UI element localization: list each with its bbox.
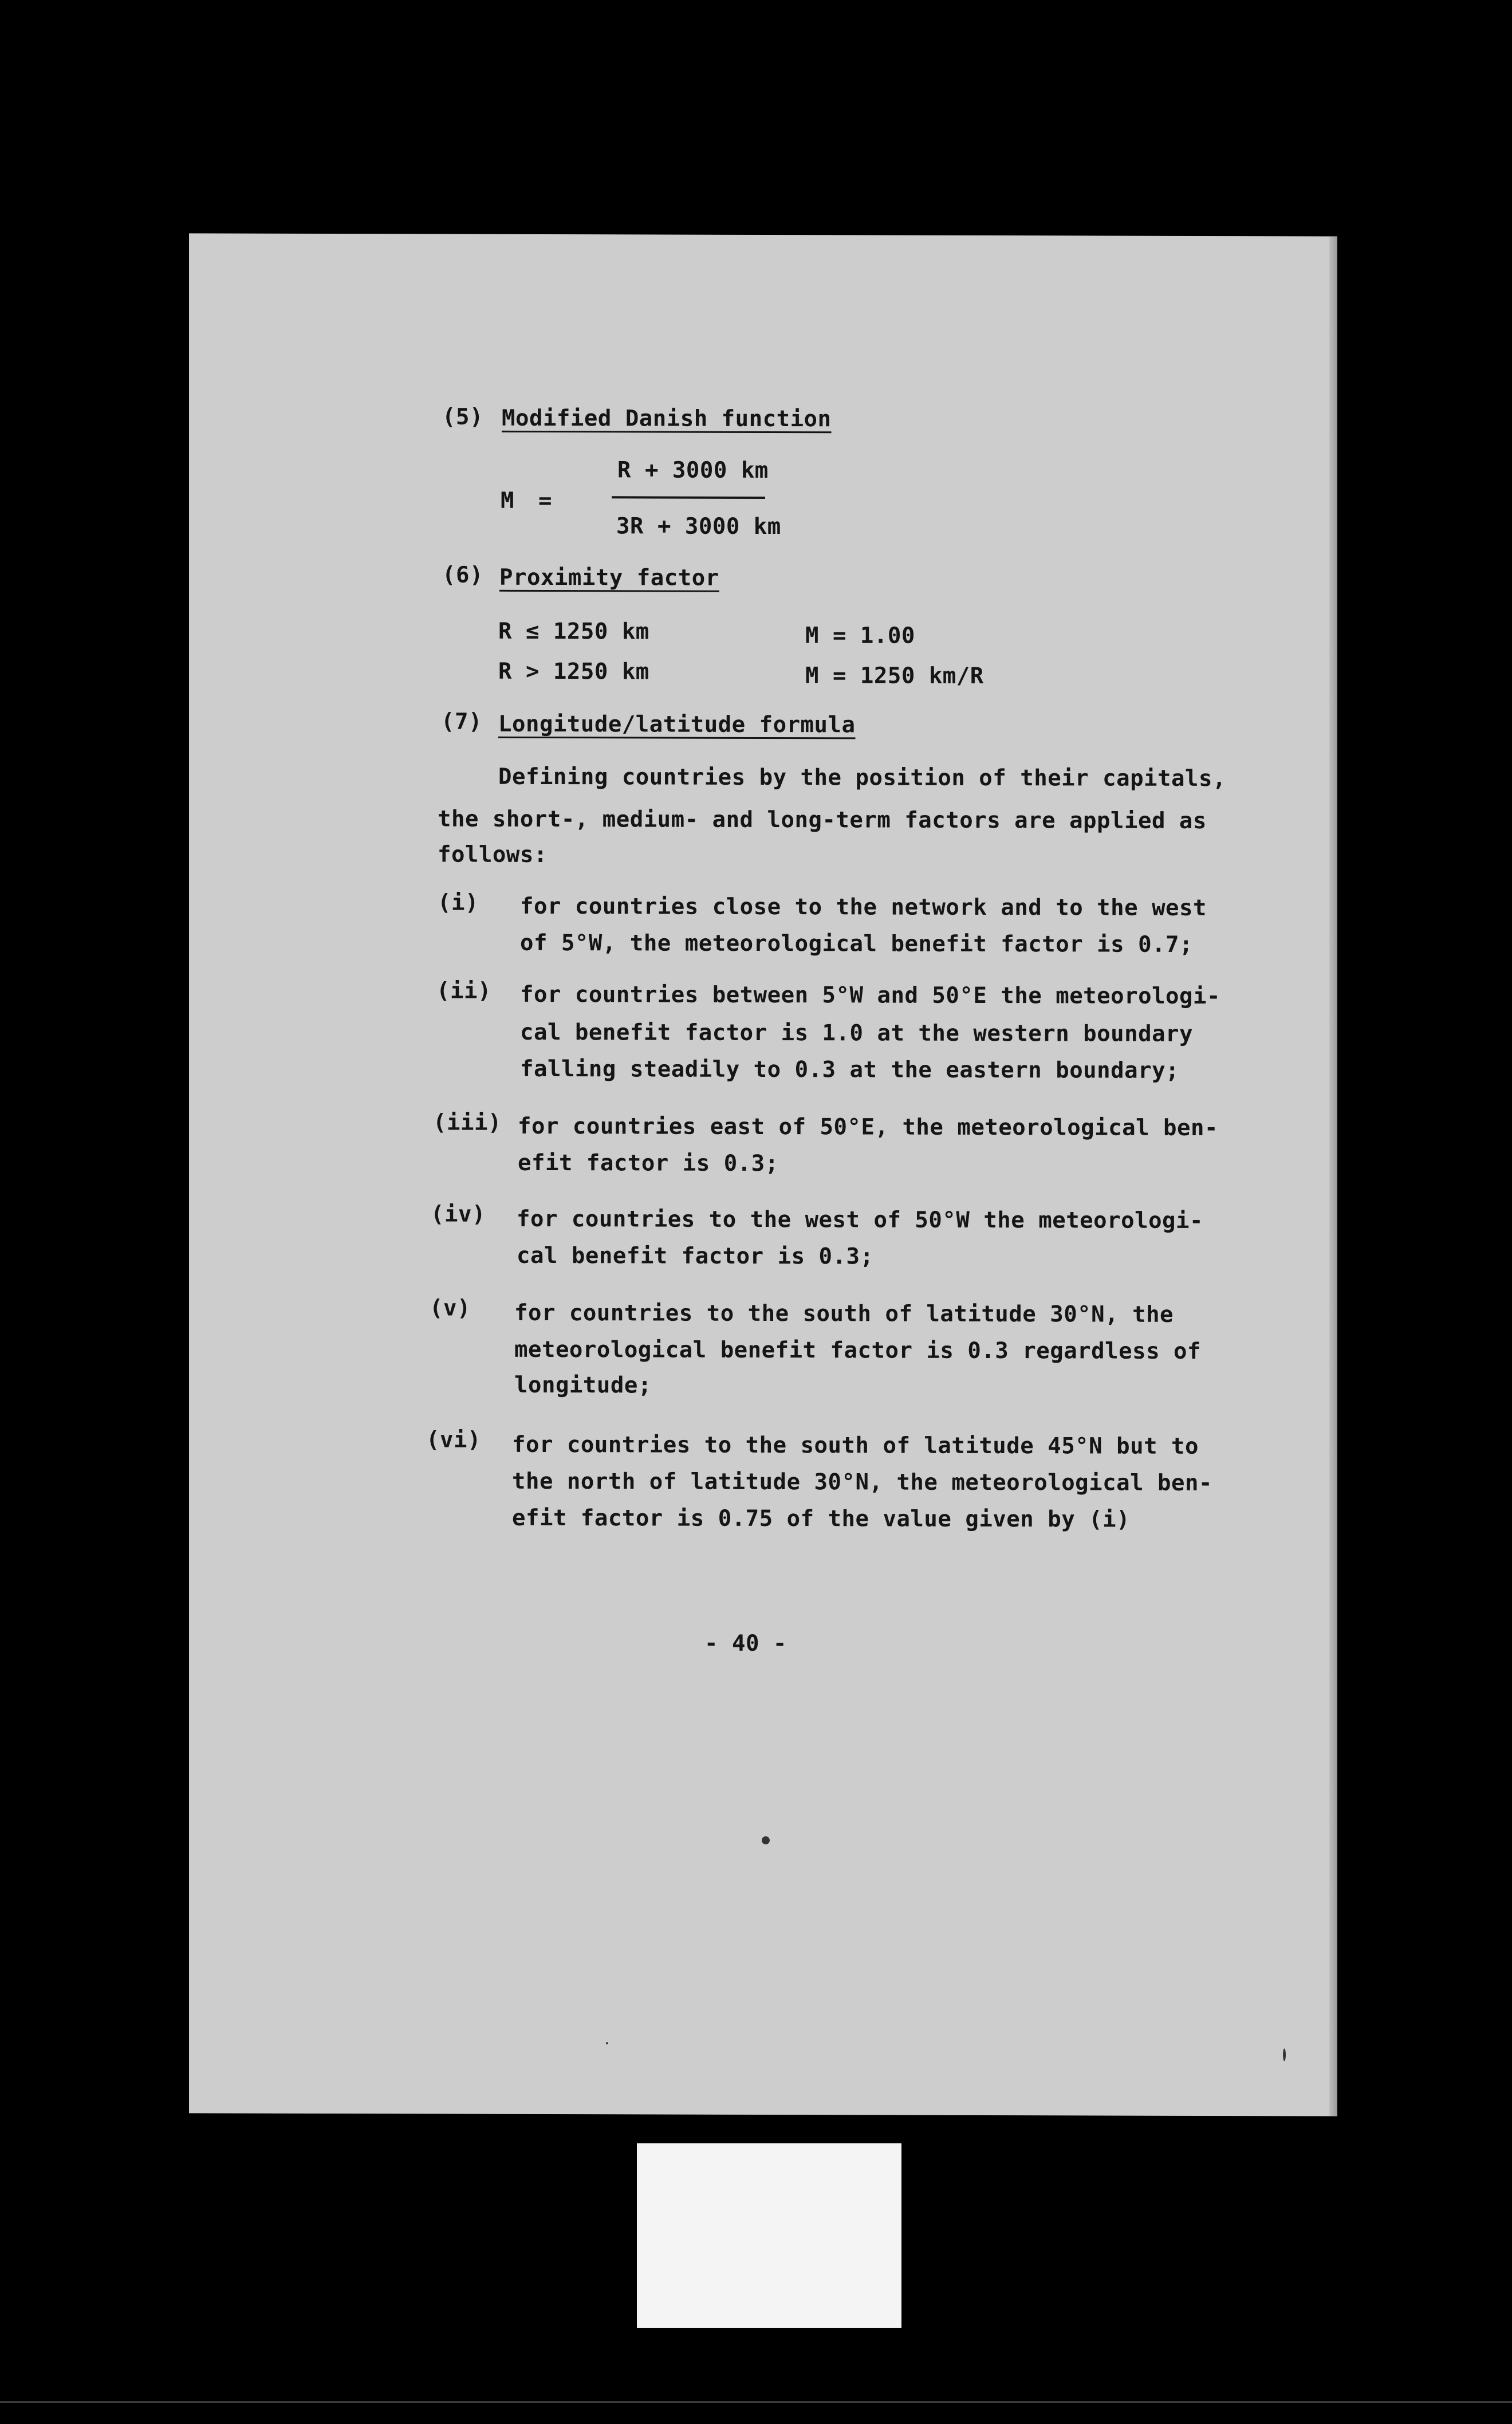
item-line: for countries east of 50°E, the meteorological ben- xyxy=(518,1113,1218,1142)
item-line: falling steadily to 0.3 at the eastern boundary; xyxy=(520,1056,1180,1084)
page-edge xyxy=(1329,237,1337,2116)
formula-equals: = xyxy=(538,487,552,514)
index-card xyxy=(637,2143,901,2328)
item-line: efit factor is 0.75 of the value given by (i) xyxy=(512,1505,1131,1533)
proximity-condition-1: R ≤ 1250 km xyxy=(498,618,649,645)
item-line: for countries close to the network and to the west xyxy=(520,893,1207,922)
item-number: (vi) xyxy=(426,1427,481,1453)
item-line: meteorological benefit factor is 0.3 regardless of xyxy=(514,1336,1201,1365)
intro-line: Defining countries by the position of their capitals, xyxy=(498,764,1226,792)
scan-speck xyxy=(1283,2048,1286,2061)
section-5-number: (5) xyxy=(442,404,483,430)
item-number: (i) xyxy=(438,890,479,916)
item-line: for countries to the west of 50°W the meteorologi- xyxy=(517,1206,1203,1234)
item-number: (v) xyxy=(430,1295,471,1321)
item-line: for countries between 5°W and 50°E the meteorologi- xyxy=(520,981,1220,1010)
item-line: the north of latitude 30°N, the meteorological ben- xyxy=(512,1468,1212,1497)
intro-line: follows: xyxy=(438,841,548,868)
section-7-number: (7) xyxy=(441,709,482,735)
formula-lhs: M xyxy=(501,487,514,514)
page-number: - 40 - xyxy=(704,1630,787,1657)
scan-border-line xyxy=(0,2401,1512,2403)
section-7-title: Longitude/latitude formula xyxy=(498,711,856,738)
item-line: longitude; xyxy=(514,1372,652,1399)
proximity-result-2: M = 1250 km/R xyxy=(805,663,984,690)
item-number: (iv) xyxy=(431,1201,486,1227)
proximity-result-1: M = 1.00 xyxy=(805,623,915,649)
fraction-bar xyxy=(612,496,765,499)
item-number: (ii) xyxy=(436,978,491,1004)
item-line: for countries to the south of latitude 30°N, the xyxy=(514,1300,1174,1328)
scan-speck xyxy=(606,2042,608,2044)
intro-line: the short-, medium- and long-term factors are applied as xyxy=(438,806,1207,835)
proximity-condition-2: R > 1250 km xyxy=(498,658,649,685)
item-line: efit factor is 0.3; xyxy=(518,1150,779,1177)
item-line: of 5°W, the meteorological benefit factor is 0.7; xyxy=(520,930,1194,958)
section-6-number: (6) xyxy=(442,562,483,588)
section-6-title: Proximity factor xyxy=(499,564,719,591)
item-line: cal benefit factor is 0.3; xyxy=(517,1242,874,1270)
scan-speck xyxy=(762,1836,770,1844)
section-5-title: Modified Danish function xyxy=(502,405,832,432)
document-page xyxy=(189,233,1337,2116)
formula-denominator: 3R + 3000 km xyxy=(616,513,781,540)
item-line: cal benefit factor is 1.0 at the western boundary xyxy=(520,1019,1194,1047)
item-number: (iii) xyxy=(433,1109,502,1136)
formula-numerator: R + 3000 km xyxy=(617,457,769,484)
item-line: for countries to the south of latitude 45°N but to xyxy=(512,1431,1199,1459)
